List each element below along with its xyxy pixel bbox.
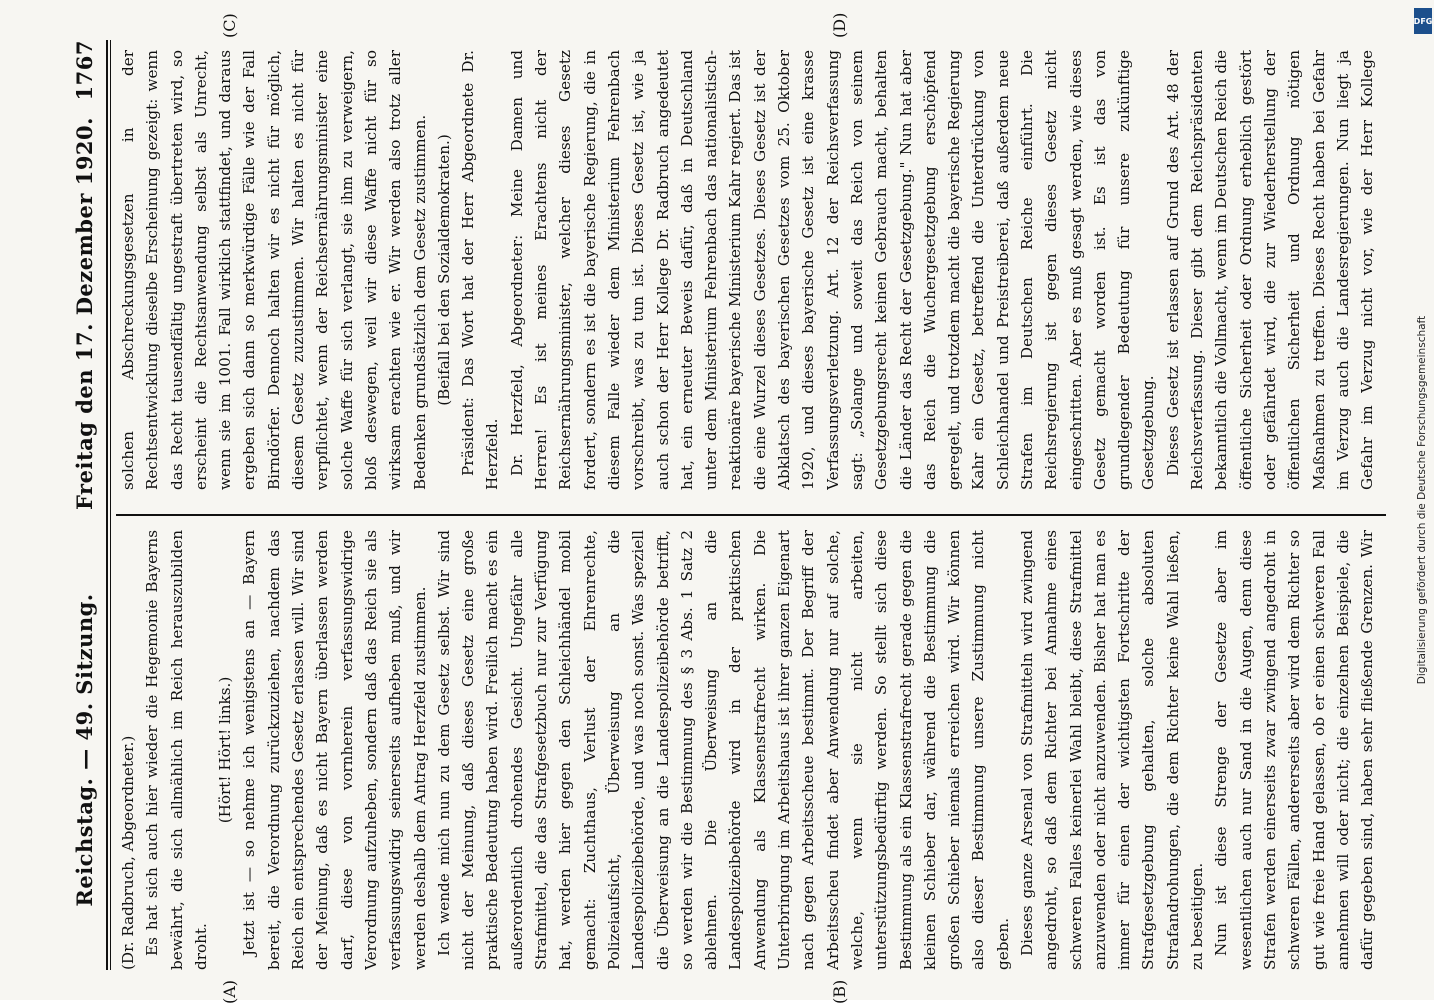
page-header-left: Reichstag. — 49. Sitzung. — [71, 593, 97, 907]
page-header-right — [66, 40, 102, 510]
newspaper-page — [60, 12, 1400, 1004]
paragraph: Es hat sich auch hier wieder die Hegemonie Bayerns bewährt, die sich allmählich im Reich herauszubilden droht. — [143, 530, 210, 970]
header-rule-thin — [110, 40, 111, 970]
digitization-credit — [1412, 10, 1432, 990]
interjection: (Hört! Hört! links.) — [216, 676, 235, 824]
interjection: (Beifall bei den Sozialdemokraten.) — [434, 134, 453, 406]
left-column — [116, 530, 1376, 970]
paragraph: Dieses ganze Arsenal von Strafmitteln wird zwingend angedroht, so daß dem Richter bei Annahme eines schweren Falles keinerlei Wahl bleibt, diese Strafmittel anzuwenden oder nicht anzuwenden. Bisher hat man es immer für einen der wichtigsten Fortschritte der Strafgesetzgebung gehalten, solche absoluten Strafandrohungen, die dem Richter keine Wahl ließen, zu beseitigen. — [1017, 530, 1207, 970]
speaker-attribution: (Dr. Radbruch, Abgeordneter.) — [119, 735, 137, 970]
margin-marker-d: (D) — [830, 12, 849, 38]
paragraph: Jetzt ist — so nehme ich wenigstens an — Bayern bereit, die Verordnung zurückzuziehen, nachdem das Reich ein entsprechendes Gesetz erlassen will. Wir sind der Meinung, daß es nicht Bayern überlassen werden darf, diese von vornherein verfassungswidrige Verordnung aufzuheben, sondern daß das Reich sie als verfassungswidrig seinerseits aufheben muß, und wir werden deshalb dem Antrag Herzfeld zustimmen. — [240, 530, 429, 970]
president-statement: Präsident: Das Wort hat der Herr Abgeordnete Dr. Herzfeld. — [459, 50, 502, 490]
page-header-date: Freitag den 17. Dezember 1920. — [71, 117, 97, 510]
digitization-credit-text: Digitalisierung gefördert durch die Deutsche Forschungsgemeinschaft — [1416, 315, 1428, 685]
speech-herzfeld: Dr. Herzfeld, Abgeordneter: Meine Damen und Herren! Es ist meines Erachtens nicht der Reichsernährungsminister, welcher dieses Gesetz fordert, sondern es ist die bayerische Regierung, die in diesem Falle wieder dem Ministerium Fehrenbach vorschreibt, was zu tun ist. Dieses Gesetz ist, wie ja auch schon der Herr Kollege Dr. Radbruch angedeutet hat, ein erneuter Beweis dafür, daß in Deutschland unter dem Ministerium Fehrenbach das nationalistisch-reaktionäre bayerische Ministerium Kahr regiert. Das ist die eine Wurzel dieses Gesetzes. Dieses Gesetz ist der Abklatsch des bayerischen Gesetzes vom 25. Oktober 1920, und dieses bayerische Gesetz ist eine krasse Verfassungsverletzung. Art. 12 der Reichsverfassung sagt: „Solange und soweit das Reich von seinem Gesetzgebungsrecht keinen Gebrauch macht, behalten die Länder das Recht der Gesetzgebung." Nun hat aber das Reich die Wuchergesetzgebung erschöpfend geregelt, und trotzdem macht die bayerische Regierung Kahr ein Gesetz, betreffend die Unterdrückung von Schleichhandel und Preistreiberei, daß außerdem neue Strafen im Deutschen Reiche einführt. Die Reichsregierung ist gegen dieses Gesetz nicht eingeschritten. Aber es muß gesagt werden, wie dieses Gesetz gemacht worden ist. Es ist das von grundlegender Bedeutung für unsere zukünftige Gesetzgebung. — [507, 50, 1158, 490]
margin-marker-c: (C) — [220, 13, 239, 38]
paragraph: Nun ist diese Strenge der Gesetze aber im wesentlichen auch nur Sand in die Augen, denn diese Strafen werden einerseits zwar zwingend angedroht in schweren Fällen, andererseits aber wird dem Richter so gut wie freie Hand gelassen, ob er einen schweren Fall annehmen will oder nicht; die einzelnen Beispiele, die dafür gegeben sind, haben sehr fließende Grenzen. Wir — [1212, 530, 1376, 970]
paragraph: Dieses Gesetz ist erlassen auf Grund des Art. 48 der Reichsverfassung. Dieser gibt dem Reichspräsidenten bekanntlich die Vollmacht, wenn im Deutschen Reich die öffentliche Sicherheit oder Ordnung erheblich gestört oder gefährdet wird, die zur Wiederherstellung der öffentlichen Sicherheit und Ordnung nötigen Maßnahmen zu treffen. Dieses Recht haben bei Gefahr im Verzug auch die Landesregierungen. Nun liegt ja Gefahr im Verzug nicht vor, wie der Herr Kollege — [1163, 50, 1376, 490]
margin-marker-b: (B) — [830, 979, 849, 1004]
page-number: 1767 — [71, 40, 97, 101]
paragraph: Ich wende mich nun zu dem Gesetz selbst. Wir sind nicht der Meinung, daß dieses Gesetz eine große praktische Bedeutung haben wird. Freilich macht es ein außerordentlich drohendes Gesicht. Ungefähr alle Strafmittel, die das Strafgesetzbuch nur zur Verfügung hat, werden hier gegen den Schleichhändel mobil gemacht: Zuchthaus, Verlust der Ehrenrechte, Polizeiaufsicht, Überweisung an die Landespolizeibehörde, und was noch sonst. Was speziell die Überweisung an die Landespolizeibehörde betrifft, so werden wir die Bestimmung des § 3 Abs. 1 Satz 2 ablehnen. Die Überweisung an die Landespolizeibehörde wird in der praktischen Anwendung als Klassenstrafrecht wirken. Die Unterbringung im Arbeitshaus ist ihrer ganzen Eigenart nach gegen Arbeitsscheue bestimmt. Der Begriff der Arbeitsscheu findet aber Anwendung nur auf solche, welche, wenn sie nicht arbeiten, unterstützungsbedürftig werden. So stellt sich diese Bestimmung als ein Klassenstrafrecht gerade gegen die kleinen Schieber dar, während die Bestimmung die großen Schieber niemals erreichen wird. Wir können also dieser Bestimmung unsere Zustimmung nicht geben. — [434, 530, 1012, 970]
dfg-logo: DFG — [1414, 8, 1432, 34]
column-divider — [116, 514, 1386, 516]
paragraph: solchen Abschreckungsgesetzen in der Rechtsentwicklung dieselbe Erscheinung gezeigt: wenn das Recht tausendfältig ungestraft übertreten wird, so erscheint die Rechtsanwendung selbst als Unrecht, wenn sie im 1001. Fall wirklich stattfindet, und daraus ergeben sich dann so merkwürdige Fälle wie der Fall Birndörfer. Dennoch halten wir es nicht für möglich, diesem Gesetz zuzustimmen. Wir halten es nicht für verpflichtet, wenn der Reichsernährungsminister eine solche Waffe für sich verlangt, sie ihm zu verweigern, bloß deswegen, weil wir diese Waffe nicht für so wirksam erachten wie er. Wir werden also trotz aller Bedenken grundsätzlich dem Gesetz zustimmen. — [119, 50, 429, 490]
rotated-page-content — [60, 12, 1400, 1004]
right-column — [116, 50, 1376, 490]
header-rule — [106, 40, 108, 970]
margin-marker-a: (A) — [220, 979, 239, 1004]
